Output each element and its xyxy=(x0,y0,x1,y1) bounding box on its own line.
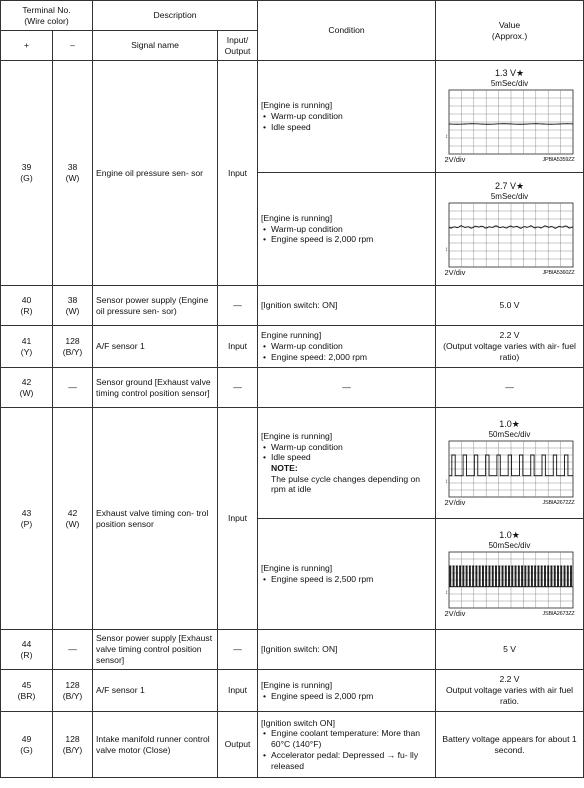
volt-scale: 2V/div xyxy=(444,497,466,507)
io-type: Input xyxy=(218,408,258,630)
value-cell: 5 V xyxy=(436,630,584,670)
table-row xyxy=(1,61,584,173)
condition-cell: [Engine is running] • Warm-up condition • Engine speed is 2,000 rpm xyxy=(258,173,436,286)
condition-cell: [Engine is running] • Warm-up condition • Idle speed NOTE: The pulse cycle changes depending on rpm at idle xyxy=(258,408,436,519)
waveform-cell xyxy=(436,173,584,286)
plus-terminal: 44 (R) xyxy=(1,630,53,670)
waveform-cell xyxy=(436,61,584,173)
figure-id: JSBIA2673ZZ xyxy=(542,610,575,617)
approx-label: (Approx.) xyxy=(491,30,528,41)
value-cell: 2.2 V Output voltage varies with air fuel ratio. xyxy=(436,670,584,712)
io-type: — xyxy=(218,630,258,670)
figure-id: JPBIA5359ZZ xyxy=(542,157,575,164)
minus-terminal: 42 (W) xyxy=(53,408,93,630)
io-type: Output xyxy=(218,712,258,778)
plus-terminal: 41 (Y) xyxy=(1,326,53,368)
condition-cell: [Engine is running] • Engine speed is 2,500 rpm xyxy=(258,519,436,630)
figure-id: JPBIA5360ZZ xyxy=(542,269,575,276)
table-row xyxy=(1,630,584,670)
plus-terminal: 43 (P) xyxy=(1,408,53,630)
signal-name: A/F sensor 1 xyxy=(93,326,218,368)
minus-terminal: — xyxy=(53,630,93,670)
signal-name-header: Signal name xyxy=(93,31,218,61)
condition-header: Condition xyxy=(258,1,436,61)
condition-cell: [Ignition switch ON] • Engine coolant temperature: More than 60°C (140°F) • Accelerator pedal: Depressed → fu- lly released xyxy=(258,712,436,778)
volt-scale: 2V/div xyxy=(444,267,466,277)
signal-name: A/F sensor 1 xyxy=(93,670,218,712)
value-cell: 2.2 V (Output voltage varies with air- fuel ratio) xyxy=(436,326,584,368)
table-row xyxy=(1,712,584,778)
waveform-cell xyxy=(436,519,584,630)
signal-name: Exhaust valve timing con- trol position sensor xyxy=(93,408,218,630)
volt-scale: 2V/div xyxy=(444,608,466,618)
terminal-no-label: Terminal No. xyxy=(22,4,71,15)
minus-terminal: 128 (B/Y) xyxy=(53,670,93,712)
condition-cell: — xyxy=(258,368,436,408)
plus-terminal: 49 (G) xyxy=(1,712,53,778)
signal-name: Intake manifold runner control valve motor (Close) xyxy=(93,712,218,778)
minus-header: – xyxy=(53,31,93,61)
table-row xyxy=(1,670,584,712)
svg-text:↕: ↕ xyxy=(444,589,448,596)
signal-name: Sensor power supply (Engine oil pressure sen- sor) xyxy=(93,286,218,326)
input-output-header: Input/ Output xyxy=(218,31,258,61)
minus-terminal: 128 (B/Y) xyxy=(53,712,93,778)
io-type: Input xyxy=(218,326,258,368)
table-row xyxy=(1,326,584,368)
wire-color-label: (Wire color) xyxy=(24,15,69,26)
condition-cell: [Ignition switch: ON] xyxy=(258,630,436,670)
waveform-value: 1.0★ xyxy=(499,529,520,540)
svg-text:↕: ↕ xyxy=(444,134,448,141)
waveform-cell xyxy=(436,408,584,519)
oscilloscope-waveform xyxy=(445,440,575,498)
condition-cell: [Engine is running] • Engine speed is 2,000 rpm xyxy=(258,670,436,712)
signal-name: Sensor ground [Exhaust valve timing control position sensor] xyxy=(93,368,218,408)
svg-text:↕: ↕ xyxy=(444,478,448,485)
plus-header: + xyxy=(1,31,53,61)
minus-terminal: 38 (W) xyxy=(53,61,93,286)
io-type: — xyxy=(218,286,258,326)
io-type: Input xyxy=(218,670,258,712)
minus-terminal: 128 (B/Y) xyxy=(53,326,93,368)
io-type: — xyxy=(218,368,258,408)
value-cell: Battery voltage appears for about 1 second. xyxy=(436,712,584,778)
condition-cell: [Ignition switch: ON] xyxy=(258,286,436,326)
minus-terminal: — xyxy=(53,368,93,408)
table-row xyxy=(1,368,584,408)
oscilloscope-waveform xyxy=(445,202,575,268)
time-scale: 50mSec/div xyxy=(488,540,531,550)
condition-cell: Engine running] • Warm-up condition • Engine speed: 2,000 rpm xyxy=(258,326,436,368)
waveform-value: 1.3 V★ xyxy=(494,68,525,79)
note-block: NOTE: The pulse cycle changes depending on rpm at idle xyxy=(271,463,421,495)
terminal-no-header xyxy=(1,1,93,31)
time-scale: 50mSec/div xyxy=(488,429,531,439)
time-scale: 5mSec/div xyxy=(490,79,529,89)
plus-terminal: 39 (G) xyxy=(1,61,53,286)
oscilloscope-waveform xyxy=(445,89,575,155)
value-header xyxy=(436,1,584,61)
signal-name: Engine oil pressure sen- sor xyxy=(93,61,218,286)
oscilloscope-waveform xyxy=(445,551,575,609)
waveform-value: 1.0★ xyxy=(499,418,520,429)
plus-terminal: 45 (BR) xyxy=(1,670,53,712)
minus-terminal: 38 (W) xyxy=(53,286,93,326)
table-row xyxy=(1,286,584,326)
waveform-value: 2.7 V★ xyxy=(494,180,525,191)
volt-scale: 2V/div xyxy=(444,155,466,165)
value-cell: 5.0 V xyxy=(436,286,584,326)
figure-id: JSBIA2672ZZ xyxy=(542,499,575,506)
plus-terminal: 42 (W) xyxy=(1,368,53,408)
plus-terminal: 40 (R) xyxy=(1,286,53,326)
svg-text:↕: ↕ xyxy=(444,246,448,253)
value-cell: — xyxy=(436,368,584,408)
table-row xyxy=(1,408,584,519)
signal-name: Sensor power supply [Exhaust valve timing control position sensor] xyxy=(93,630,218,670)
time-scale: 5mSec/div xyxy=(490,191,529,201)
io-type: Input xyxy=(218,61,258,286)
condition-cell: [Engine is running] • Warm-up condition • Idle speed xyxy=(258,61,436,173)
value-label: Value xyxy=(498,19,521,30)
description-header: Description xyxy=(93,1,258,31)
